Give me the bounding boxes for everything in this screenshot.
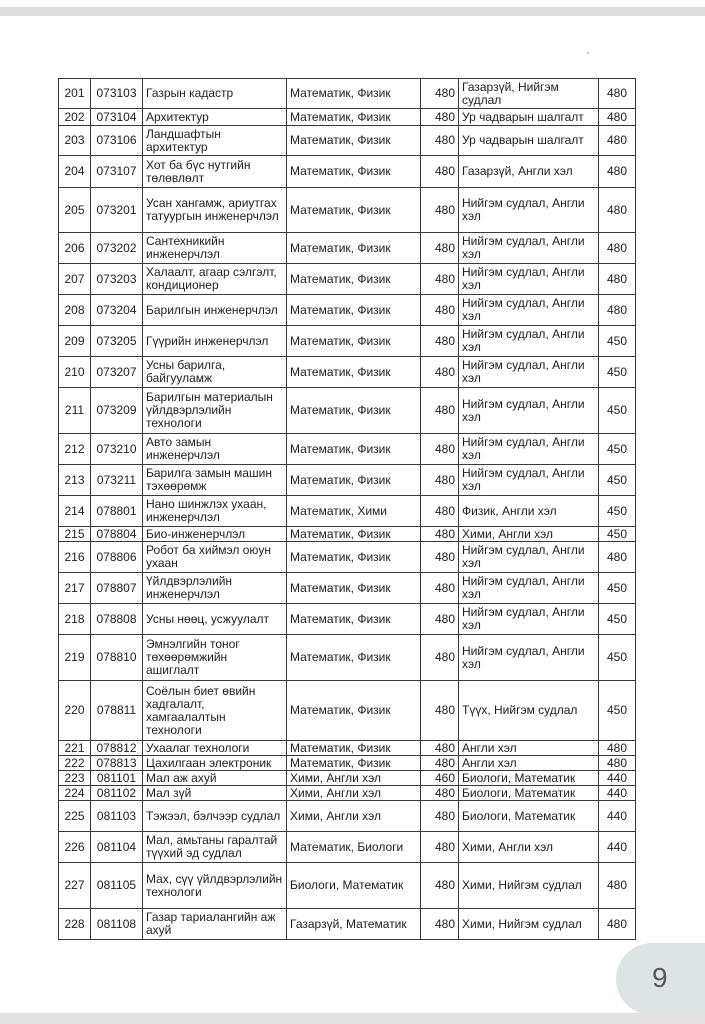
program-name-cell: Газрын кадастр <box>143 79 287 109</box>
required-subjects-cell: Математик, Хими <box>287 496 421 527</box>
row-number-cell: 228 <box>59 909 91 940</box>
row-number-cell: 212 <box>59 434 91 465</box>
required-subjects-cell: Математик, Физик <box>287 79 421 109</box>
second-score-cell: 450 <box>599 434 636 465</box>
required-subjects-cell: Математик, Физик <box>287 527 421 542</box>
second-score-cell: 450 <box>599 604 636 635</box>
required-score-cell: 480 <box>421 801 459 832</box>
table-row <box>59 863 636 909</box>
second-subjects-cell: Түүх, Нийгэм судлал <box>459 681 599 741</box>
required-score-cell: 480 <box>421 357 459 388</box>
program-code-cell: 081105 <box>91 863 143 909</box>
second-subjects-cell: Ур чадварын шалгалт <box>459 126 599 156</box>
required-subjects-cell: Математик, Физик <box>287 741 421 756</box>
second-subjects-cell: Нийгэм судлал, Англи хэл <box>459 573 599 604</box>
second-subjects-cell: Биологи, Математик <box>459 786 599 801</box>
program-code-cell: 081102 <box>91 786 143 801</box>
required-score-cell: 480 <box>421 79 459 109</box>
required-subjects-cell: Газарзүй, Математик <box>287 909 421 940</box>
required-subjects-cell: Математик, Физик <box>287 156 421 188</box>
required-score-cell: 480 <box>421 604 459 635</box>
second-score-cell: 480 <box>599 542 636 573</box>
program-code-cell: 073104 <box>91 109 143 126</box>
second-score-cell: 480 <box>599 109 636 126</box>
program-code-cell: 073207 <box>91 357 143 388</box>
table-row <box>59 295 636 326</box>
required-score-cell: 480 <box>421 188 459 233</box>
table-row <box>59 156 636 188</box>
required-subjects-cell: Математик, Физик <box>287 465 421 496</box>
second-score-cell: 440 <box>599 832 636 863</box>
second-subjects-cell: Нийгэм судлал, Англи хэл <box>459 434 599 465</box>
row-number-cell: 205 <box>59 188 91 233</box>
program-code-cell: 078801 <box>91 496 143 527</box>
second-score-cell: 450 <box>599 326 636 357</box>
program-name-cell: Соёлын биет өвийн хадгалалт, хамгаалалтын технологи <box>143 681 287 741</box>
required-subjects-cell: Хими, Англи хэл <box>287 786 421 801</box>
required-score-cell: 480 <box>421 909 459 940</box>
table-row <box>59 573 636 604</box>
second-score-cell: 440 <box>599 801 636 832</box>
second-score-cell: 480 <box>599 741 636 756</box>
required-score-cell: 480 <box>421 863 459 909</box>
table-row <box>59 741 636 756</box>
second-score-cell: 480 <box>599 79 636 109</box>
program-name-cell: Усан хангамж, ариутгах татуургын инженерчлэл <box>143 188 287 233</box>
required-score-cell: 480 <box>421 326 459 357</box>
second-score-cell: 480 <box>599 264 636 295</box>
program-code-cell: 081108 <box>91 909 143 940</box>
row-number-cell: 203 <box>59 126 91 156</box>
table-row <box>59 496 636 527</box>
required-score-cell: 480 <box>421 832 459 863</box>
required-subjects-cell: Математик, Физик <box>287 264 421 295</box>
second-subjects-cell: Хими, Англи хэл <box>459 832 599 863</box>
program-name-cell: Цахилгаан электроник <box>143 756 287 771</box>
required-score-cell: 480 <box>421 465 459 496</box>
program-name-cell: Мал аж ахуй <box>143 771 287 786</box>
page-number: 9 <box>652 962 668 993</box>
program-name-cell: Нано шинжлэх ухаан, инженерчлэл <box>143 496 287 527</box>
second-subjects-cell: Нийгэм судлал, Англи хэл <box>459 295 599 326</box>
program-name-cell: Халаалт, агаар сэлгэлт, кондиционер <box>143 264 287 295</box>
second-subjects-cell: Нийгэм судлал, Англи хэл <box>459 388 599 434</box>
table-row <box>59 786 636 801</box>
second-subjects-cell: Нийгэм судлал, Англи хэл <box>459 233 599 264</box>
program-name-cell: Усны барилга, байгууламж <box>143 357 287 388</box>
program-code-cell: 073201 <box>91 188 143 233</box>
second-subjects-cell: Биологи, Математик <box>459 801 599 832</box>
row-number-cell: 220 <box>59 681 91 741</box>
second-subjects-cell: Нийгэм судлал, Англи хэл <box>459 326 599 357</box>
required-score-cell: 480 <box>421 264 459 295</box>
second-subjects-cell: Нийгэм судлал, Англи хэл <box>459 604 599 635</box>
table-row <box>59 909 636 940</box>
program-code-cell: 073203 <box>91 264 143 295</box>
required-subjects-cell: Математик, Физик <box>287 434 421 465</box>
required-subjects-cell: Математик, Физик <box>287 357 421 388</box>
row-number-cell: 208 <box>59 295 91 326</box>
program-code-cell: 081101 <box>91 771 143 786</box>
required-score-cell: 460 <box>421 771 459 786</box>
program-code-cell: 073107 <box>91 156 143 188</box>
second-score-cell: 480 <box>599 295 636 326</box>
row-number-cell: 225 <box>59 801 91 832</box>
program-name-cell: Авто замын инженерчлэл <box>143 434 287 465</box>
required-subjects-cell: Хими, Англи хэл <box>287 771 421 786</box>
second-score-cell: 450 <box>599 681 636 741</box>
second-subjects-cell: Нийгэм судлал, Англи хэл <box>459 264 599 295</box>
second-subjects-cell: Хими, Нийгэм судлал <box>459 909 599 940</box>
required-subjects-cell: Математик, Физик <box>287 109 421 126</box>
required-score-cell: 480 <box>421 388 459 434</box>
required-score-cell: 480 <box>421 573 459 604</box>
program-code-cell: 078812 <box>91 741 143 756</box>
row-number-cell: 213 <box>59 465 91 496</box>
required-score-cell: 480 <box>421 527 459 542</box>
program-name-cell: Мах, сүү үйлдвэрлэлийн технологи <box>143 863 287 909</box>
second-subjects-cell: Англи хэл <box>459 756 599 771</box>
second-subjects-cell: Нийгэм судлал, Англи хэл <box>459 635 599 681</box>
row-number-cell: 219 <box>59 635 91 681</box>
second-subjects-cell: Англи хэл <box>459 741 599 756</box>
required-subjects-cell: Биологи, Математик <box>287 863 421 909</box>
program-name-cell: Мал зүй <box>143 786 287 801</box>
table-row <box>59 188 636 233</box>
table-row <box>59 756 636 771</box>
second-subjects-cell: Нийгэм судлал, Англи хэл <box>459 465 599 496</box>
program-code-cell: 073202 <box>91 233 143 264</box>
program-code-cell: 078806 <box>91 542 143 573</box>
second-score-cell: 450 <box>599 388 636 434</box>
row-number-cell: 201 <box>59 79 91 109</box>
program-name-cell: Робот ба хиймэл оюун ухаан <box>143 542 287 573</box>
table-row <box>59 233 636 264</box>
table-row <box>59 604 636 635</box>
program-code-cell: 078807 <box>91 573 143 604</box>
row-number-cell: 204 <box>59 156 91 188</box>
second-subjects-cell: Хими, Нийгэм судлал <box>459 863 599 909</box>
second-score-cell: 480 <box>599 909 636 940</box>
required-subjects-cell: Математик, Физик <box>287 681 421 741</box>
row-number-cell: 222 <box>59 756 91 771</box>
program-code-cell: 078808 <box>91 604 143 635</box>
second-score-cell: 480 <box>599 156 636 188</box>
second-score-cell: 450 <box>599 527 636 542</box>
required-score-cell: 480 <box>421 786 459 801</box>
required-subjects-cell: Математик, Физик <box>287 573 421 604</box>
program-name-cell: Газар тариалангийн аж ахуй <box>143 909 287 940</box>
program-code-cell: 078811 <box>91 681 143 741</box>
program-code-cell: 078804 <box>91 527 143 542</box>
row-number-cell: 216 <box>59 542 91 573</box>
second-score-cell: 480 <box>599 863 636 909</box>
program-code-cell: 073205 <box>91 326 143 357</box>
required-subjects-cell: Математик, Физик <box>287 326 421 357</box>
row-number-cell: 214 <box>59 496 91 527</box>
program-code-cell: 081103 <box>91 801 143 832</box>
table-row <box>59 126 636 156</box>
required-subjects-cell: Математик, Физик <box>287 188 421 233</box>
second-score-cell: 450 <box>599 573 636 604</box>
second-subjects-cell: Газарзүй, Англи хэл <box>459 156 599 188</box>
second-subjects-cell: Физик, Англи хэл <box>459 496 599 527</box>
table-row <box>59 264 636 295</box>
program-name-cell: Тэжээл, бэлчээр судлал <box>143 801 287 832</box>
program-code-cell: 078810 <box>91 635 143 681</box>
table-row <box>59 465 636 496</box>
program-name-cell: Ухаалаг технологи <box>143 741 287 756</box>
table-row <box>59 832 636 863</box>
program-name-cell: Сантехникийн инженерчлэл <box>143 233 287 264</box>
required-subjects-cell: Математик, Физик <box>287 756 421 771</box>
required-subjects-cell: Математик, Биологи <box>287 832 421 863</box>
table-row <box>59 388 636 434</box>
program-name-cell: Гүүрийн инженерчлэл <box>143 326 287 357</box>
program-name-cell: Усны нөөц, усжуулалт <box>143 604 287 635</box>
second-score-cell: 450 <box>599 357 636 388</box>
required-score-cell: 480 <box>421 756 459 771</box>
second-subjects-cell: Хими, Англи хэл <box>459 527 599 542</box>
table-row <box>59 681 636 741</box>
second-score-cell: 450 <box>599 496 636 527</box>
required-subjects-cell: Математик, Физик <box>287 604 421 635</box>
table-row <box>59 434 636 465</box>
second-score-cell: 440 <box>599 786 636 801</box>
second-score-cell: 480 <box>599 126 636 156</box>
scan-speck <box>587 52 589 54</box>
table-row <box>59 635 636 681</box>
required-score-cell: 480 <box>421 496 459 527</box>
second-score-cell: 450 <box>599 635 636 681</box>
required-score-cell: 480 <box>421 635 459 681</box>
required-subjects-cell: Математик, Физик <box>287 388 421 434</box>
row-number-cell: 227 <box>59 863 91 909</box>
table-row <box>59 771 636 786</box>
required-score-cell: 480 <box>421 109 459 126</box>
required-subjects-cell: Математик, Физик <box>287 635 421 681</box>
row-number-cell: 218 <box>59 604 91 635</box>
row-number-cell: 217 <box>59 573 91 604</box>
program-name-cell: Хот ба бүс нутгийн төлөвлөлт <box>143 156 287 188</box>
row-number-cell: 221 <box>59 741 91 756</box>
table-row <box>59 79 636 109</box>
program-name-cell: Мал, амьтаны гаралтай түүхий эд судлал <box>143 832 287 863</box>
second-score-cell: 480 <box>599 188 636 233</box>
table-row <box>59 326 636 357</box>
row-number-cell: 202 <box>59 109 91 126</box>
table-row <box>59 109 636 126</box>
second-subjects-cell: Ур чадварын шалгалт <box>459 109 599 126</box>
bottom-scroll-edge <box>0 1013 705 1024</box>
program-code-cell: 081104 <box>91 832 143 863</box>
row-number-cell: 226 <box>59 832 91 863</box>
second-score-cell: 480 <box>599 756 636 771</box>
second-score-cell: 480 <box>599 233 636 264</box>
program-name-cell: Барилга замын машин тэхөөрөмж <box>143 465 287 496</box>
required-score-cell: 480 <box>421 681 459 741</box>
program-code-cell: 073209 <box>91 388 143 434</box>
program-name-cell: Барилгын инженерчлэл <box>143 295 287 326</box>
program-name-cell: Архитектур <box>143 109 287 126</box>
second-subjects-cell: Газарзүй, Нийгэм судлал <box>459 79 599 109</box>
program-code-cell: 073103 <box>91 79 143 109</box>
row-number-cell: 210 <box>59 357 91 388</box>
table-row <box>59 542 636 573</box>
row-number-cell: 224 <box>59 786 91 801</box>
top-scroll-edge <box>0 7 705 16</box>
program-code-cell: 073106 <box>91 126 143 156</box>
required-subjects-cell: Математик, Физик <box>287 542 421 573</box>
required-subjects-cell: Математик, Физик <box>287 233 421 264</box>
required-score-cell: 480 <box>421 233 459 264</box>
program-code-cell: 073210 <box>91 434 143 465</box>
second-subjects-cell: Нийгэм судлал, Англи хэл <box>459 357 599 388</box>
required-subjects-cell: Хими, Англи хэл <box>287 801 421 832</box>
table-row <box>59 801 636 832</box>
second-score-cell: 440 <box>599 771 636 786</box>
table-row <box>59 527 636 542</box>
program-name-cell: Ландшафтын архитектур <box>143 126 287 156</box>
table-row <box>59 357 636 388</box>
required-score-cell: 480 <box>421 126 459 156</box>
program-code-cell: 078813 <box>91 756 143 771</box>
required-score-cell: 480 <box>421 156 459 188</box>
second-subjects-cell: Биологи, Математик <box>459 771 599 786</box>
program-name-cell: Барилгын материалын үйлдвэрлэлийн технологи <box>143 388 287 434</box>
required-score-cell: 480 <box>421 434 459 465</box>
row-number-cell: 209 <box>59 326 91 357</box>
required-score-cell: 480 <box>421 542 459 573</box>
second-subjects-cell: Нийгэм судлал, Англи хэл <box>459 542 599 573</box>
required-score-cell: 480 <box>421 295 459 326</box>
required-subjects-cell: Математик, Физик <box>287 295 421 326</box>
row-number-cell: 207 <box>59 264 91 295</box>
program-name-cell: Эмнэлгийн тоног төхөөрөмжийн ашиглалт <box>143 635 287 681</box>
row-number-cell: 206 <box>59 233 91 264</box>
program-code-cell: 073211 <box>91 465 143 496</box>
row-number-cell: 211 <box>59 388 91 434</box>
row-number-cell: 215 <box>59 527 91 542</box>
required-subjects-cell: Математик, Физик <box>287 126 421 156</box>
program-code-cell: 073204 <box>91 295 143 326</box>
program-name-cell: Үйлдвэрлэлийн инженерчлэл <box>143 573 287 604</box>
row-number-cell: 223 <box>59 771 91 786</box>
required-score-cell: 480 <box>421 741 459 756</box>
second-score-cell: 450 <box>599 465 636 496</box>
program-name-cell: Био-инженерчлэл <box>143 527 287 542</box>
admission-requirements-table <box>58 78 636 940</box>
second-subjects-cell: Нийгэм судлал, Англи хэл <box>459 188 599 233</box>
